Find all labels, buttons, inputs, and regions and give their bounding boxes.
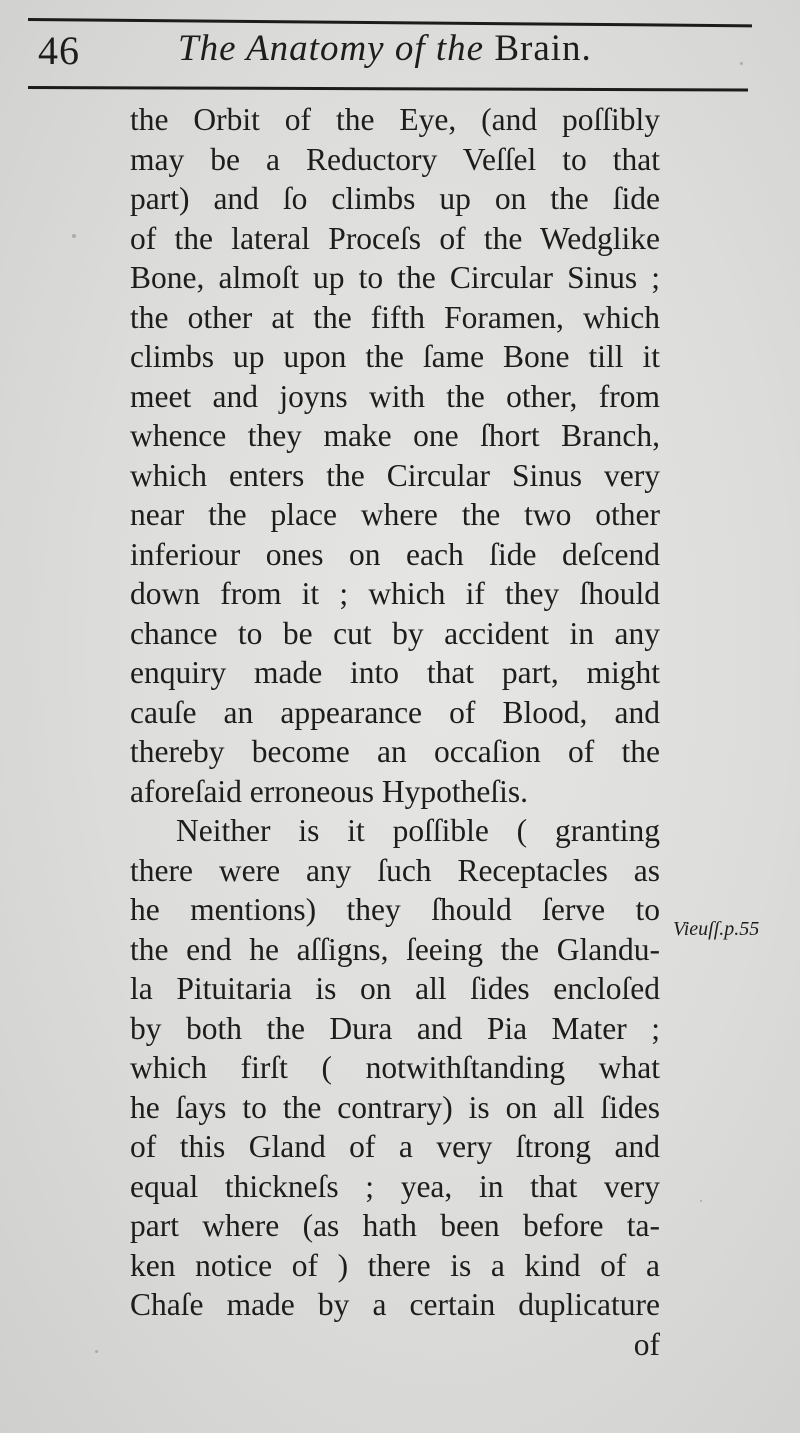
paper-speck bbox=[700, 1200, 702, 1202]
text-line: of this Gland of a very ſtrong and bbox=[130, 1129, 660, 1164]
body-text bbox=[130, 100, 660, 1364]
text-line: which enters the Circular Sinus very bbox=[130, 457, 660, 493]
text-line: climbs up upon the ſame Bone till it bbox=[130, 339, 660, 374]
text-line: there were any ſuch Receptacles as bbox=[130, 852, 660, 888]
text-line: cauſe an appearance of Blood, and bbox=[130, 694, 660, 730]
text-line: down from it ; which if they ſhould bbox=[130, 576, 660, 611]
text-line: the Orbit of the Eye, (and poſſibly bbox=[130, 102, 660, 137]
text-line: whence they make one ſhort Branch, bbox=[130, 418, 660, 453]
margin-note: Vieuſſ.p.55 bbox=[673, 918, 760, 940]
text-line: ken notice of ) there is a kind of a bbox=[130, 1247, 660, 1283]
text-line: Bone, almoſt up to the Circular Sinus ; bbox=[130, 260, 660, 295]
text-line: equal thickneſs ; yea, in that very bbox=[130, 1168, 660, 1204]
text-line: Chaſe made by a certain duplicature bbox=[130, 1287, 660, 1322]
text-line: inferiour ones on each ſide deſcend bbox=[130, 536, 660, 572]
text-line: by both the Dura and Pia Mater ; bbox=[130, 1010, 660, 1046]
page-number: 46 bbox=[38, 28, 80, 73]
paper-speck bbox=[740, 62, 743, 65]
paper-speck bbox=[72, 234, 76, 238]
catchword: of bbox=[633, 1326, 660, 1362]
text-line: of the lateral Proceſs of the Wedglike bbox=[130, 220, 660, 256]
text-line: enquiry made into that part, might bbox=[130, 655, 660, 690]
text-line: part where (as hath been before ta- bbox=[130, 1208, 660, 1243]
paper-speck bbox=[95, 1350, 98, 1353]
text-line: part) and ſo climbs up on the ſide bbox=[130, 181, 660, 216]
text-line: the end he aſſigns, ſeeing the Glandu- bbox=[130, 931, 660, 967]
text-line: aforeſaid erroneous Hypotheſis. bbox=[130, 773, 528, 809]
text-line: he ſays to the contrary) is on all ſides bbox=[130, 1089, 660, 1125]
header-bottom-rule bbox=[28, 86, 748, 91]
text-line: chance to be cut by accident in any bbox=[130, 615, 660, 651]
running-head bbox=[178, 26, 592, 72]
text-line: he mentions) they ſhould ſerve to bbox=[130, 892, 660, 927]
paragraph-start-line: Neither is it poſſible ( granting bbox=[176, 813, 660, 848]
running-head-roman: Brain. bbox=[484, 28, 592, 69]
running-head-italic: The Anatomy of the bbox=[178, 28, 485, 69]
text-line: near the place where the two other bbox=[130, 497, 660, 532]
text-line: meet and joyns with the other, from bbox=[130, 378, 660, 414]
text-line: la Pituitaria is on all ſides encloſed bbox=[130, 971, 660, 1006]
text-line: which firſt ( notwithſtanding what bbox=[130, 1050, 660, 1085]
text-line: the other at the fifth Foramen, which bbox=[130, 299, 660, 335]
text-line: may be a Reductory Veſſel to that bbox=[130, 141, 660, 177]
text-line: thereby become an occaſion of the bbox=[130, 734, 660, 769]
